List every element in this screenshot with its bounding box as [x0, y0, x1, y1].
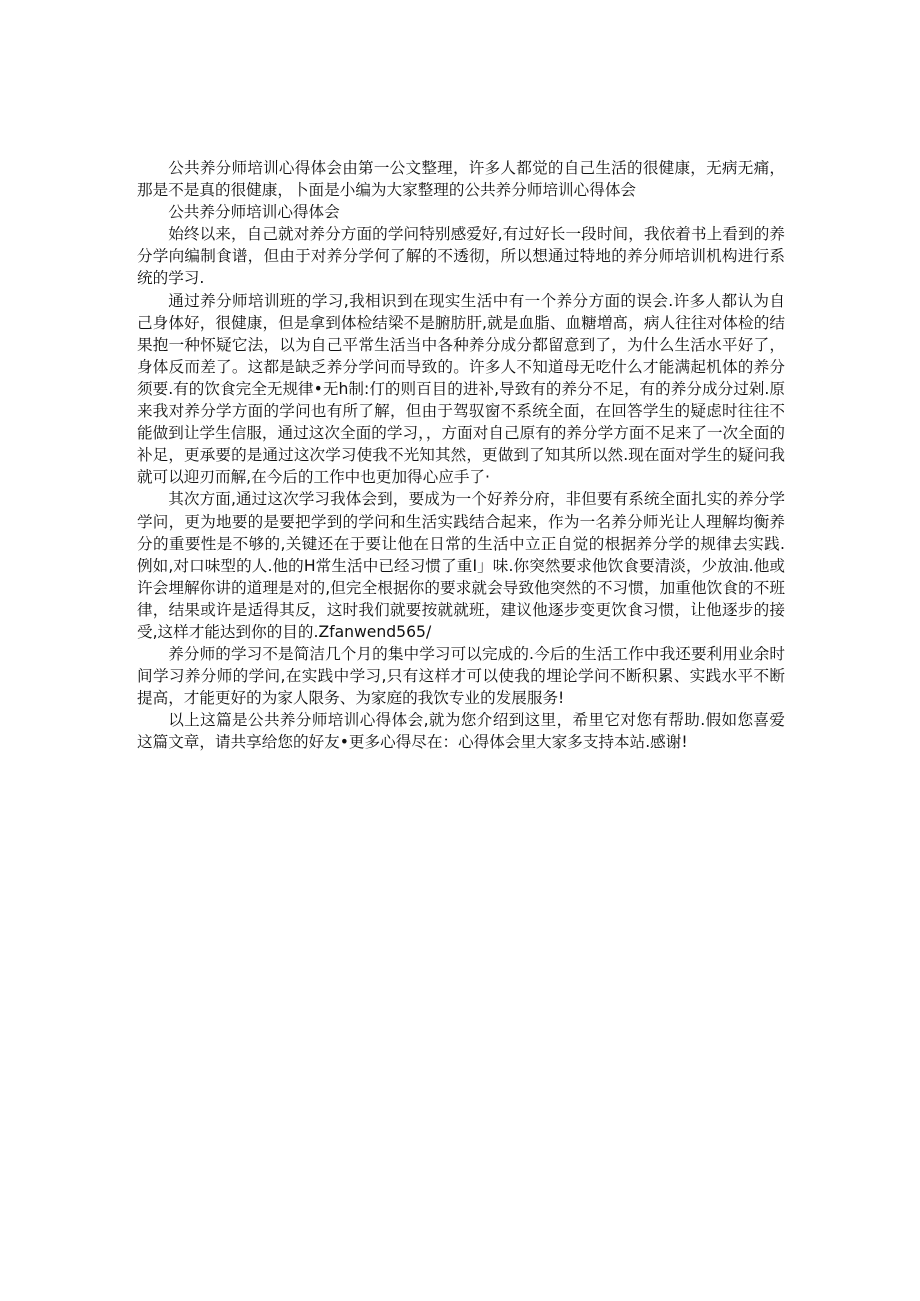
body-paragraph: 始终以来，自己就对养分方面的学问特别感爱好,有过好长一段时间，我依着书上看到的养分学向编制食谱，但由于对养分学何了解的不透彻，所以想通过特地的养分师培训机构进行系统的学习. — [137, 225, 785, 288]
closing-paragraph: 以上这篇是公共养分师培训心得体会,就为您介绍到这里，希里它对您有帮助.假如您喜爱这篇文章，请共享给您的好友•更多心得尽在：心得体会里大家多支持本站.感谢! — [137, 711, 785, 752]
document-title: 公共养分师培训心得体会 — [168, 203, 340, 222]
body-paragraph: 养分师的学习不是简洁几个月的集中学习可以完成的.今后的生活工作中我还要利用业余时间学习养分师的学问,在实践中学习,只有这样才可以使我的埋论学问不断积累、实践水平不断提高，才能更好的为家人限务、为家庭的我饮专业的发展服务! — [137, 645, 785, 708]
document-body — [137, 157, 785, 754]
intro-paragraph: 公共养分师培训心得体会由第一公文整理，许多人都觉的自己生活的很健康，无病无痛，那是不是真的很健康，卜面是小编为大家整理的公共养分师培训心得体会 — [137, 159, 785, 200]
body-paragraph: 其次方面,通过这次学习我体会到，要成为一个好养分府，非但要有系统全面扎实的养分学学问，更为地要的是要把学到的学问和生活实践结合起来，作为一名养分师光让人理解均衡养分的重要性是不够的,关键还在于要让他在日常的生活中立正自觉的根据养分学的规律去实践.例如,对口味型的人.他的H常生活中已经习惯了重I」味.你突然要求他饮食要清淡，少放油.他或许会埋解你讲的道理是对的,但完全根据你的要求就会导致他突然的不习惯，加重他饮食的不班律，结果或许是适得其反，这时我们就要按就就班，建议他逐步变更饮食习惯，让他逐步的接受,这样才能达到你的目的.Zfanwend565/ — [137, 490, 785, 641]
body-paragraph: 通过养分师培训班的学习,我相识到在现实生活中有一个养分方面的误会.许多人都认为自己身体好，很健康，但是拿到体检结梁不是腑肪肝,就是血脂、血糖増髙，病人往往对体检的结果抱一种怀疑它法，以为自己平常生活当中各种养分成分都留意到了，为什么生活水平好了，身体反而差了。这都是缺乏养分学问而导致的。许多人不知道母无吃什么才能满起机体的养分须要.有的饮食完全无规律•无h制:仃的则百目的进补,导致有的养分不足，有的养分成分过剁.原来我对养分学方面的学问也有所了解，但由于驾驭窗不系统全面，在回答学生的疑虑时往往不能做到让学生信服，通过这次全面的学习，，方面对自己原有的养分学方面不足来了一次全面的补足，更承要的是通过这次学习使我不光知其然，更做到了知其所以然.现在面对学生的疑问我就可以迎刃而解,在今后的工作中也更加得心应手了· — [137, 291, 785, 487]
